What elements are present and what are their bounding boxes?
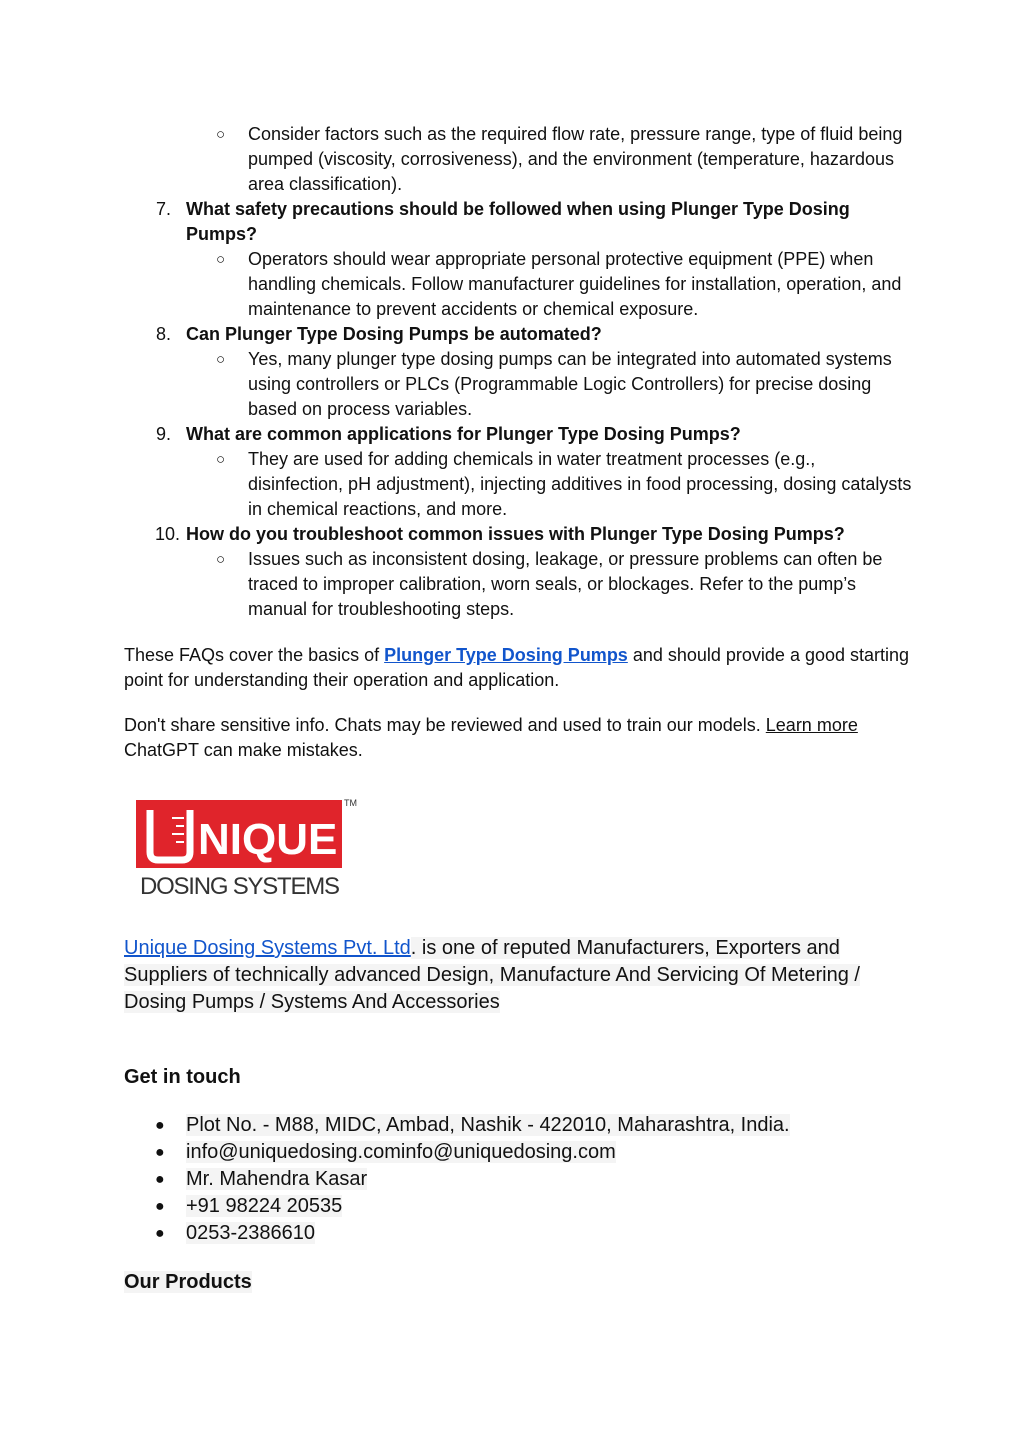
disclaimer-paragraph (124, 713, 914, 763)
contact-text: Plot No. - M88, MIDC, Ambad, Nashik - 422010, Maharashtra, India. (186, 1114, 790, 1136)
faq-answer (124, 247, 914, 322)
hollow-bullet-icon: ○ (216, 351, 226, 368)
faq-answer-text: They are used for adding chemicals in water treatment processes (e.g., disinfection, pH adjustment), injecting additives in food processing, dosing catalysts in chemical reactions, and more. (248, 449, 912, 519)
logo-subtitle: DOSING SYSTEMS (140, 873, 340, 900)
contact-item-name (124, 1166, 914, 1193)
faq-answer (124, 547, 914, 622)
faq-list (124, 122, 914, 622)
contact-list (124, 1112, 914, 1247)
contact-text: info@uniquedosing.cominfo@uniquedosing.com (186, 1141, 616, 1163)
faq-question (124, 322, 914, 347)
plunger-pumps-link[interactable]: Plunger Type Dosing Pumps (384, 645, 628, 665)
bullet-icon: ● (155, 1225, 165, 1242)
hollow-bullet-icon: ○ (216, 126, 226, 143)
faq-question-text: What safety precautions should be followed when using Plunger Type Dosing Pumps? (186, 199, 850, 244)
logo-brand-text: NIQUE (198, 815, 338, 864)
faq-question-text: How do you troubleshoot common issues with Plunger Type Dosing Pumps? (186, 524, 845, 544)
faq-answer-text: Issues such as inconsistent dosing, leakage, or pressure problems can often be traced to improper calibration, worn seals, or blockages. Refer to the pump’s manual for troubleshooting steps. (248, 549, 883, 619)
summary-paragraph (124, 643, 914, 693)
hollow-bullet-icon: ○ (216, 551, 226, 568)
company-description (124, 935, 914, 1016)
company-logo (136, 796, 360, 906)
bullet-icon: ● (155, 1144, 165, 1161)
our-products-text: Our Products (124, 1271, 252, 1293)
faq-question (124, 422, 914, 447)
faq-number: 7. (156, 199, 172, 219)
faq-question (124, 197, 914, 247)
contact-item-phone (124, 1220, 914, 1247)
faq-answer (124, 447, 914, 522)
faq-answer-text: Operators should wear appropriate personal protective equipment (PPE) when handling chemicals. Follow manufacturer guidelines for installation, operation, and maintenance to prevent accidents or chemical exposure. (248, 249, 902, 319)
bullet-icon: ● (155, 1117, 165, 1134)
faq-question (124, 522, 914, 547)
faq-answer (124, 122, 914, 197)
summary-text-end: and should provide a good starting point for understanding their operation and application. (124, 645, 910, 690)
faq-answer-text: Yes, many plunger type dosing pumps can be integrated into automated systems using controllers or PLCs (Programmable Logic Controllers) for precise dosing based on process variables. (248, 349, 892, 419)
contact-item-mobile (124, 1193, 914, 1220)
unique-logo-graphic (136, 796, 360, 906)
our-products-heading (124, 1271, 252, 1294)
disclaimer-note: ChatGPT can make mistakes. (124, 740, 363, 760)
contact-text: Mr. Mahendra Kasar (186, 1168, 368, 1190)
hollow-bullet-icon: ○ (216, 451, 226, 468)
hollow-bullet-icon: ○ (216, 251, 226, 268)
disclaimer-text: Don't share sensitive info. Chats may be reviewed and used to train our models. (124, 715, 766, 735)
faq-answer-text: Consider factors such as the required flow rate, pressure range, type of fluid being pumped (viscosity, corrosiveness), and the environment (temperature, hazardous area classification). (248, 124, 903, 194)
bullet-icon: ● (155, 1171, 165, 1188)
faq-number: 8. (156, 324, 172, 344)
faq-question-text: Can Plunger Type Dosing Pumps be automated? (186, 324, 602, 344)
faq-answer (124, 347, 914, 422)
faq-question-text: What are common applications for Plunger Type Dosing Pumps? (186, 424, 741, 444)
get-in-touch-heading: Get in touch (124, 1066, 241, 1088)
company-text: . is one of reputed Manufacturers, Exporters and Suppliers of technically advanced Design, Manufacture And Servicing Of Metering / Dosing Pumps / Systems And Accessories (124, 937, 860, 1013)
contact-item-address (124, 1112, 914, 1139)
bullet-icon: ● (155, 1198, 165, 1215)
contact-item-email (124, 1139, 914, 1166)
learn-more-link[interactable]: Learn more (765, 715, 858, 735)
company-link[interactable]: Unique Dosing Systems Pvt. Ltd (124, 937, 411, 959)
logo-tm: TM (344, 798, 357, 808)
faq-number: 10. (155, 524, 181, 544)
faq-number: 9. (156, 424, 172, 444)
contact-text: +91 98224 20535 (186, 1195, 343, 1217)
summary-text-start: These FAQs cover the basics of (124, 645, 385, 665)
contact-text: 0253-2386610 (186, 1222, 316, 1244)
